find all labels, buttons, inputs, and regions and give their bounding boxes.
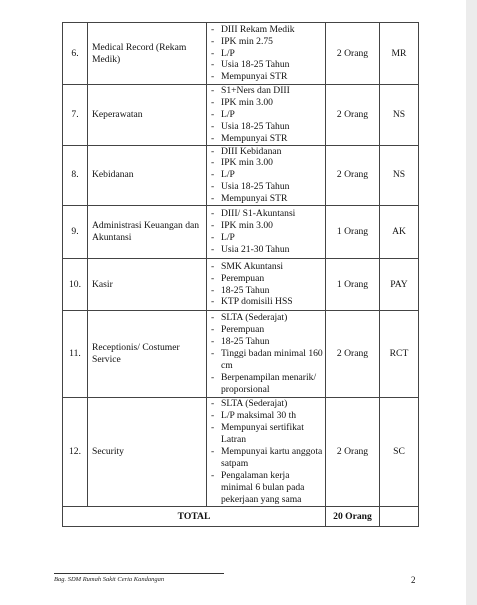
total-quantity: 20 Orang <box>326 507 380 527</box>
requirements-cell <box>207 398 326 507</box>
requirement-item: - Mempunyai kartu anggota satpam <box>211 446 323 470</box>
requirements-table <box>62 22 419 527</box>
requirement-item: - Mempunyai STR <box>211 71 323 83</box>
requirement-item: - SLTA (Sederajat) <box>211 398 323 410</box>
quantity: 2 Orang <box>326 311 380 398</box>
viewer-gutter <box>466 0 477 605</box>
position-name: Receptionis/ Costumer Service <box>88 311 207 398</box>
position-name: Kebidanan <box>88 145 207 206</box>
table-row <box>63 259 419 311</box>
row-number: 11. <box>63 311 88 398</box>
requirement-item: - L/P maksimal 30 th <box>211 410 323 422</box>
requirement-item: - DIII/ S1-Akuntansi <box>211 208 323 220</box>
requirements-cell <box>207 145 326 206</box>
position-code: PAY <box>380 259 419 311</box>
row-number: 10. <box>63 259 88 311</box>
quantity: 2 Orang <box>326 145 380 206</box>
requirement-item: - L/P <box>211 169 323 181</box>
position-code: AK <box>380 206 419 259</box>
position-name: Security <box>88 398 207 507</box>
requirement-item: - L/P <box>211 48 323 60</box>
requirement-item: - IPK min 2.75 <box>211 36 323 48</box>
table-row <box>63 23 419 85</box>
requirement-item: - Pengalaman kerja minimal 6 bulan pada pekerjaan yang sama <box>211 470 323 506</box>
row-number: 6. <box>63 23 88 85</box>
requirement-item: - KTP domisili HSS <box>211 296 323 308</box>
quantity: 1 Orang <box>326 206 380 259</box>
row-number: 8. <box>63 145 88 206</box>
requirement-item: - Mempunyai STR <box>211 193 323 205</box>
table-row <box>63 206 419 259</box>
table-row <box>63 398 419 507</box>
position-name: Medical Record (Rekam Medik) <box>88 23 207 85</box>
table-body <box>63 23 419 507</box>
position-name: Administrasi Keuangan dan Akuntansi <box>88 206 207 259</box>
requirement-item: - Berpenampilan menarik/ proporsional <box>211 372 323 396</box>
requirement-item: - S1+Ners dan DIII <box>211 85 323 97</box>
requirement-item: - Mempunyai STR <box>211 133 323 145</box>
requirement-item: - SLTA (Sederajat) <box>211 312 323 324</box>
table-row <box>63 145 419 206</box>
requirement-item: - Usia 18-25 Tahun <box>211 181 323 193</box>
requirements-list <box>211 146 323 206</box>
position-code: NS <box>380 145 419 206</box>
requirements-list <box>211 261 323 309</box>
table-row <box>63 311 419 398</box>
requirement-item: - IPK min 3.00 <box>211 220 323 232</box>
requirement-item: - Usia 18-25 Tahun <box>211 59 323 71</box>
requirement-item: - 18-25 Tahun <box>211 285 323 297</box>
requirement-item: - IPK min 3.00 <box>211 157 323 169</box>
quantity: 2 Orang <box>326 398 380 507</box>
requirements-list <box>211 85 323 145</box>
total-empty <box>380 507 419 527</box>
position-name: Keperawatan <box>88 85 207 146</box>
requirement-item: - 18-25 Tahun <box>211 336 323 348</box>
quantity: 1 Orang <box>326 259 380 311</box>
requirements-cell <box>207 259 326 311</box>
requirement-item: - DIII Kebidanan <box>211 146 323 158</box>
requirement-item: - Perempuan <box>211 324 323 336</box>
footer-divider <box>54 573 224 574</box>
requirements-cell <box>207 206 326 259</box>
position-code: RCT <box>380 311 419 398</box>
position-code: MR <box>380 23 419 85</box>
row-number: 9. <box>63 206 88 259</box>
position-name: Kasir <box>88 259 207 311</box>
total-row <box>63 507 419 527</box>
requirement-item: - L/P <box>211 109 323 121</box>
quantity: 2 Orang <box>326 85 380 146</box>
requirement-item: - IPK min 3.00 <box>211 97 323 109</box>
requirements-list <box>211 24 323 84</box>
requirement-item: - Usia 18-25 Tahun <box>211 121 323 133</box>
requirements-cell <box>207 85 326 146</box>
requirement-item: - L/P <box>211 232 323 244</box>
requirement-item: - Usia 21-30 Tahun <box>211 244 323 256</box>
requirement-item: - Perempuan <box>211 273 323 285</box>
requirements-list <box>211 312 323 395</box>
table-row <box>63 85 419 146</box>
requirements-list <box>211 208 323 256</box>
requirements-list <box>211 398 323 505</box>
requirement-item: - DIII Rekam Medik <box>211 24 323 36</box>
requirement-item: - Mempunyai sertifikat Latran <box>211 422 323 446</box>
requirements-cell <box>207 23 326 85</box>
requirement-item: - Tinggi badan minimal 160 cm <box>211 348 323 372</box>
row-number: 12. <box>63 398 88 507</box>
requirement-item: - SMK Akuntansi <box>211 261 323 273</box>
page-number: 2 <box>411 575 416 585</box>
quantity: 2 Orang <box>326 23 380 85</box>
total-label: TOTAL <box>63 507 326 527</box>
requirements-cell <box>207 311 326 398</box>
row-number: 7. <box>63 85 88 146</box>
position-code: NS <box>380 85 419 146</box>
position-code: SC <box>380 398 419 507</box>
footer-text: Bag. SDM Rumah Sakit Ceria Kandangan <box>54 576 165 583</box>
